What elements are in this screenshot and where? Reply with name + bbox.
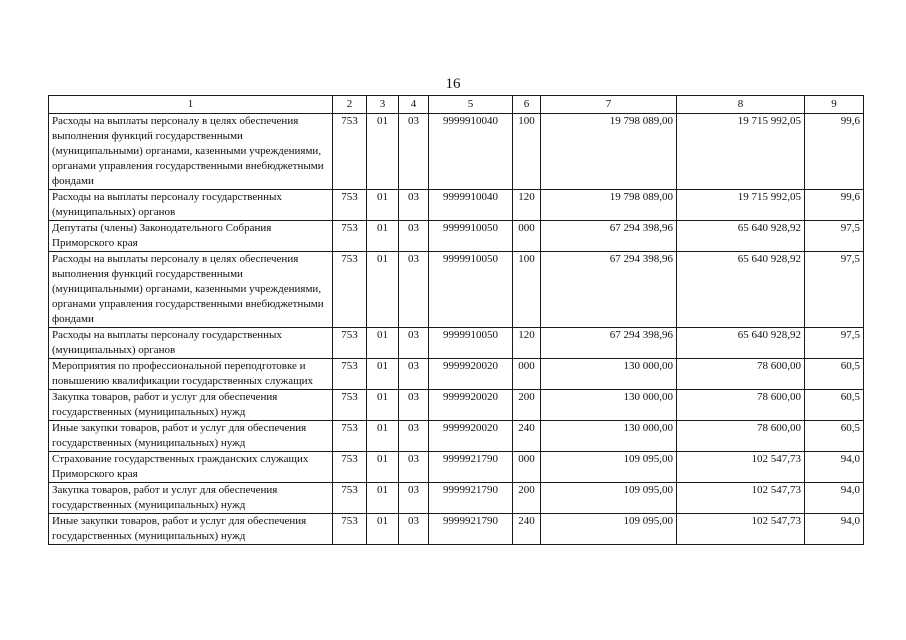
- table-row: [49, 483, 864, 514]
- section-code-cell: 01: [367, 328, 399, 359]
- expense-type-cell: 200: [513, 483, 541, 514]
- header-col-6: 6: [513, 96, 541, 114]
- expense-type-cell: 240: [513, 514, 541, 545]
- table-body: [49, 114, 864, 545]
- actual-amount-cell: 102 547,73: [677, 483, 805, 514]
- section-code-cell: 01: [367, 421, 399, 452]
- actual-amount-cell: 19 715 992,05: [677, 114, 805, 190]
- actual-amount-cell: 102 547,73: [677, 514, 805, 545]
- table-row: [49, 114, 864, 190]
- expense-name-cell: Расходы на выплаты персоналу в целях обеспечения выполнения функций государственными (муниципальными) органами, казенными учреждениями, органами управления государственными внебюджетными фондами: [49, 252, 333, 328]
- section-code-cell: 01: [367, 359, 399, 390]
- subsection-code-cell: 03: [399, 114, 429, 190]
- expense-type-cell: 000: [513, 452, 541, 483]
- table-row: [49, 359, 864, 390]
- execution-percent-cell: 60,5: [805, 421, 864, 452]
- subsection-code-cell: 03: [399, 421, 429, 452]
- actual-amount-cell: 65 640 928,92: [677, 252, 805, 328]
- subsection-code-cell: 03: [399, 252, 429, 328]
- target-article-cell: 9999921790: [429, 514, 513, 545]
- actual-amount-cell: 65 640 928,92: [677, 328, 805, 359]
- subsection-code-cell: 03: [399, 514, 429, 545]
- header-row: [49, 96, 864, 114]
- expense-name-cell: Расходы на выплаты персоналу в целях обеспечения выполнения функций государственными (муниципальными) органами, казенными учреждениями, органами управления государственными внебюджетными фондами: [49, 114, 333, 190]
- section-code-cell: 01: [367, 390, 399, 421]
- target-article-cell: 9999920020: [429, 421, 513, 452]
- ministry-code-cell: 753: [333, 390, 367, 421]
- table-row: [49, 452, 864, 483]
- execution-percent-cell: 94,0: [805, 514, 864, 545]
- planned-amount-cell: 109 095,00: [541, 483, 677, 514]
- planned-amount-cell: 67 294 398,96: [541, 221, 677, 252]
- header-col-7: 7: [541, 96, 677, 114]
- header-col-4: 4: [399, 96, 429, 114]
- target-article-cell: 9999910050: [429, 328, 513, 359]
- table-row: [49, 390, 864, 421]
- expense-name-cell: Мероприятия по профессиональной переподготовке и повышению квалификации государственных служащих: [49, 359, 333, 390]
- ministry-code-cell: 753: [333, 190, 367, 221]
- planned-amount-cell: 67 294 398,96: [541, 252, 677, 328]
- planned-amount-cell: 109 095,00: [541, 514, 677, 545]
- planned-amount-cell: 67 294 398,96: [541, 328, 677, 359]
- header-col-8: 8: [677, 96, 805, 114]
- target-article-cell: 9999910040: [429, 190, 513, 221]
- table-row: [49, 421, 864, 452]
- planned-amount-cell: 130 000,00: [541, 359, 677, 390]
- ministry-code-cell: 753: [333, 483, 367, 514]
- ministry-code-cell: 753: [333, 359, 367, 390]
- expense-type-cell: 000: [513, 221, 541, 252]
- execution-percent-cell: 99,6: [805, 114, 864, 190]
- expense-type-cell: 200: [513, 390, 541, 421]
- expense-name-cell: Расходы на выплаты персоналу государственных (муниципальных) органов: [49, 190, 333, 221]
- execution-percent-cell: 97,5: [805, 221, 864, 252]
- expense-type-cell: 100: [513, 252, 541, 328]
- expense-name-cell: Депутаты (члены) Законодательного Собрания Приморского края: [49, 221, 333, 252]
- planned-amount-cell: 109 095,00: [541, 452, 677, 483]
- subsection-code-cell: 03: [399, 328, 429, 359]
- target-article-cell: 9999910050: [429, 252, 513, 328]
- target-article-cell: 9999921790: [429, 483, 513, 514]
- section-code-cell: 01: [367, 483, 399, 514]
- page-number: 16: [445, 76, 461, 92]
- ministry-code-cell: 753: [333, 452, 367, 483]
- section-code-cell: 01: [367, 452, 399, 483]
- target-article-cell: 9999920020: [429, 359, 513, 390]
- ministry-code-cell: 753: [333, 221, 367, 252]
- subsection-code-cell: 03: [399, 390, 429, 421]
- expense-name-cell: Иные закупки товаров, работ и услуг для обеспечения государственных (муниципальных) нужд: [49, 421, 333, 452]
- execution-percent-cell: 99,6: [805, 190, 864, 221]
- table-row: [49, 514, 864, 545]
- subsection-code-cell: 03: [399, 483, 429, 514]
- expense-name-cell: Страхование государственных гражданских служащих Приморского края: [49, 452, 333, 483]
- planned-amount-cell: 130 000,00: [541, 421, 677, 452]
- subsection-code-cell: 03: [399, 359, 429, 390]
- expense-type-cell: 240: [513, 421, 541, 452]
- section-code-cell: 01: [367, 221, 399, 252]
- section-code-cell: 01: [367, 514, 399, 545]
- expense-name-cell: Иные закупки товаров, работ и услуг для обеспечения государственных (муниципальных) нужд: [49, 514, 333, 545]
- actual-amount-cell: 78 600,00: [677, 421, 805, 452]
- ministry-code-cell: 753: [333, 328, 367, 359]
- actual-amount-cell: 19 715 992,05: [677, 190, 805, 221]
- expense-type-cell: 000: [513, 359, 541, 390]
- table-row: [49, 190, 864, 221]
- execution-percent-cell: 94,0: [805, 483, 864, 514]
- section-code-cell: 01: [367, 190, 399, 221]
- expense-name-cell: Закупка товаров, работ и услуг для обеспечения государственных (муниципальных) нужд: [49, 390, 333, 421]
- header-col-3: 3: [367, 96, 399, 114]
- table-header: [49, 96, 864, 114]
- expense-name-cell: Закупка товаров, работ и услуг для обеспечения государственных (муниципальных) нужд: [49, 483, 333, 514]
- execution-percent-cell: 94,0: [805, 452, 864, 483]
- planned-amount-cell: 19 798 089,00: [541, 190, 677, 221]
- expense-name-cell: Расходы на выплаты персоналу государственных (муниципальных) органов: [49, 328, 333, 359]
- subsection-code-cell: 03: [399, 452, 429, 483]
- actual-amount-cell: 78 600,00: [677, 359, 805, 390]
- table-row: [49, 221, 864, 252]
- table-row: [49, 328, 864, 359]
- budget-table: [48, 95, 864, 545]
- actual-amount-cell: 102 547,73: [677, 452, 805, 483]
- header-col-1: 1: [49, 96, 333, 114]
- section-code-cell: 01: [367, 114, 399, 190]
- header-col-2: 2: [333, 96, 367, 114]
- subsection-code-cell: 03: [399, 221, 429, 252]
- header-col-5: 5: [429, 96, 513, 114]
- expense-type-cell: 120: [513, 328, 541, 359]
- ministry-code-cell: 753: [333, 114, 367, 190]
- section-code-cell: 01: [367, 252, 399, 328]
- actual-amount-cell: 65 640 928,92: [677, 221, 805, 252]
- actual-amount-cell: 78 600,00: [677, 390, 805, 421]
- subsection-code-cell: 03: [399, 190, 429, 221]
- table-row: [49, 252, 864, 328]
- target-article-cell: 9999910050: [429, 221, 513, 252]
- header-col-9: 9: [805, 96, 864, 114]
- expense-type-cell: 100: [513, 114, 541, 190]
- planned-amount-cell: 130 000,00: [541, 390, 677, 421]
- execution-percent-cell: 97,5: [805, 252, 864, 328]
- target-article-cell: 9999910040: [429, 114, 513, 190]
- planned-amount-cell: 19 798 089,00: [541, 114, 677, 190]
- execution-percent-cell: 97,5: [805, 328, 864, 359]
- execution-percent-cell: 60,5: [805, 359, 864, 390]
- execution-percent-cell: 60,5: [805, 390, 864, 421]
- target-article-cell: 9999920020: [429, 390, 513, 421]
- ministry-code-cell: 753: [333, 421, 367, 452]
- ministry-code-cell: 753: [333, 514, 367, 545]
- expense-type-cell: 120: [513, 190, 541, 221]
- target-article-cell: 9999921790: [429, 452, 513, 483]
- ministry-code-cell: 753: [333, 252, 367, 328]
